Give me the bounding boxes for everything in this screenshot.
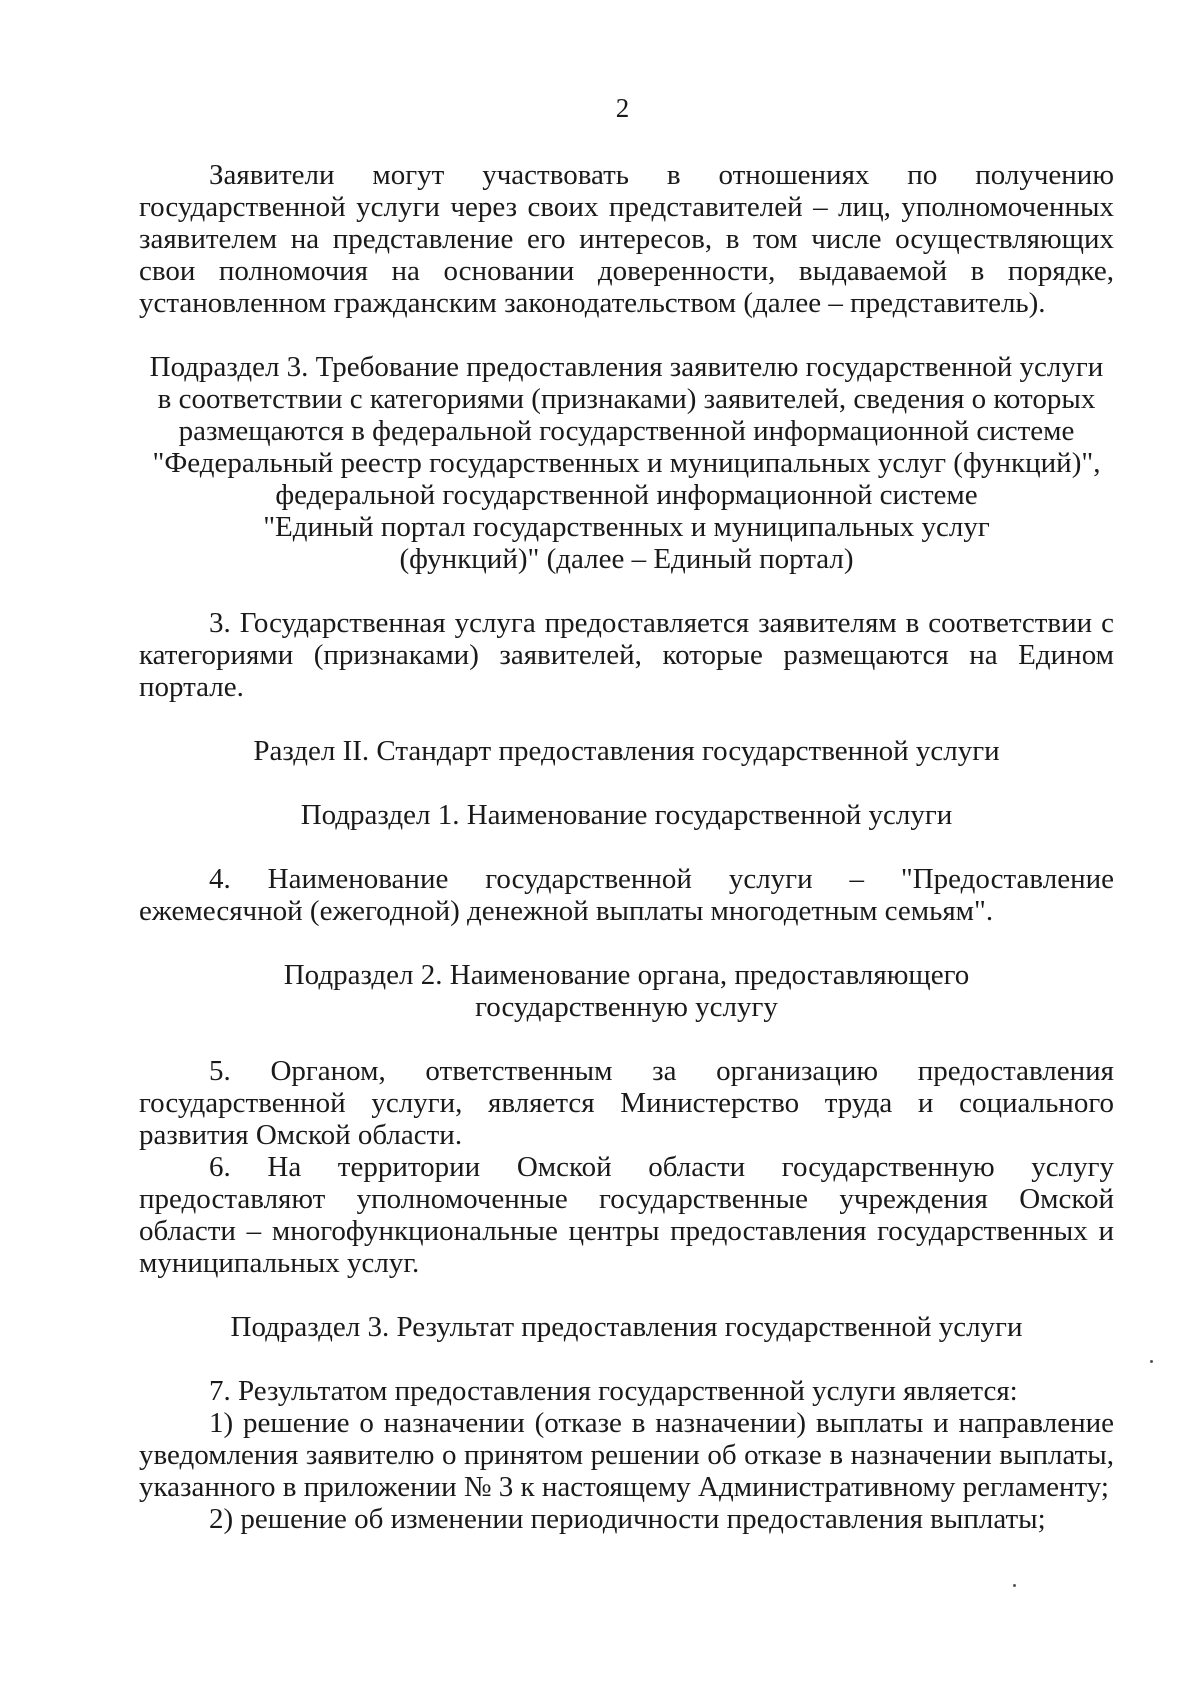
heading-subsection-3-result: Подраздел 3. Результат предоставления государственной услуги (230, 1311, 1023, 1343)
heading-line: "Федеральный реестр государственных и муниципальных услуг (функций)", (152, 447, 1101, 479)
paragraph-6: 6. На территории Омской области государственную услугу предоставляют уполномоченные государственные учреждения Омской области – многофункциональные центры предоставления государственных и муниципальных услуг. (139, 1151, 1114, 1279)
heading-line: в соответствии с категориями (признаками) заявителей, сведения о которых (157, 383, 1096, 415)
heading-line: государственную услугу (475, 991, 778, 1023)
paragraph-representatives: Заявители могут участвовать в отношениях по получению государственной услуги через своих представителей – лиц, уполномоченных заявителем на представление его интересов, в том числе осуществляющих свои полномочия на основании доверенности, выдаваемой в порядке, установленном гражданским законодательством (далее – представитель). (139, 159, 1114, 319)
heading-line: "Единый портал государственных и муниципальных услуг (263, 511, 990, 543)
paragraph-7-item-2: 2) решение об изменении периодичности предоставления выплаты; (209, 1503, 1046, 1535)
heading-subsection-3-requirements (139, 351, 1114, 575)
heading-section-2: Раздел II. Стандарт предоставления государственной услуги (253, 735, 1000, 767)
heading-subsection-2 (139, 959, 1114, 1023)
scan-speck (1013, 1584, 1016, 1587)
heading-line: Подраздел 3. Требование предоставления заявителю государственной услуги (149, 351, 1104, 383)
heading-subsection-1: Подраздел 1. Наименование государственной услуги (300, 799, 953, 831)
paragraph-3: 3. Государственная услуга предоставляется заявителям в соответствии с категориями (признаками) заявителей, которые размещаются на Едином портале. (139, 607, 1114, 703)
paragraph-7: 7. Результатом предоставления государственной услуги является: (209, 1375, 1018, 1407)
paragraph-7-item-1: 1) решение о назначении (отказе в назначении) выплаты и направление уведомления заявителю о принятом решении об отказе в назначении выплаты, указанного в приложении № 3 к настоящему Административному регламенту; (139, 1407, 1114, 1503)
document-body (139, 159, 1114, 1535)
heading-line: размещаются в федеральной государственной информационной системе (178, 415, 1075, 447)
paragraph-5: 5. Органом, ответственным за организацию предоставления государственной услуги, является Министерство труда и социального развития Омской области. (139, 1055, 1114, 1151)
page-number: 2 (615, 93, 630, 123)
scan-speck (1150, 1360, 1153, 1363)
heading-line: Подраздел 2. Наименование органа, предоставляющего (283, 959, 970, 991)
heading-line: (функций)" (далее – Единый портал) (399, 543, 854, 575)
paragraph-4: 4. Наименование государственной услуги – "Предоставление ежемесячной (ежегодной) денежной выплаты многодетным семьям". (139, 863, 1114, 927)
heading-line: федеральной государственной информационной системе (275, 479, 978, 511)
